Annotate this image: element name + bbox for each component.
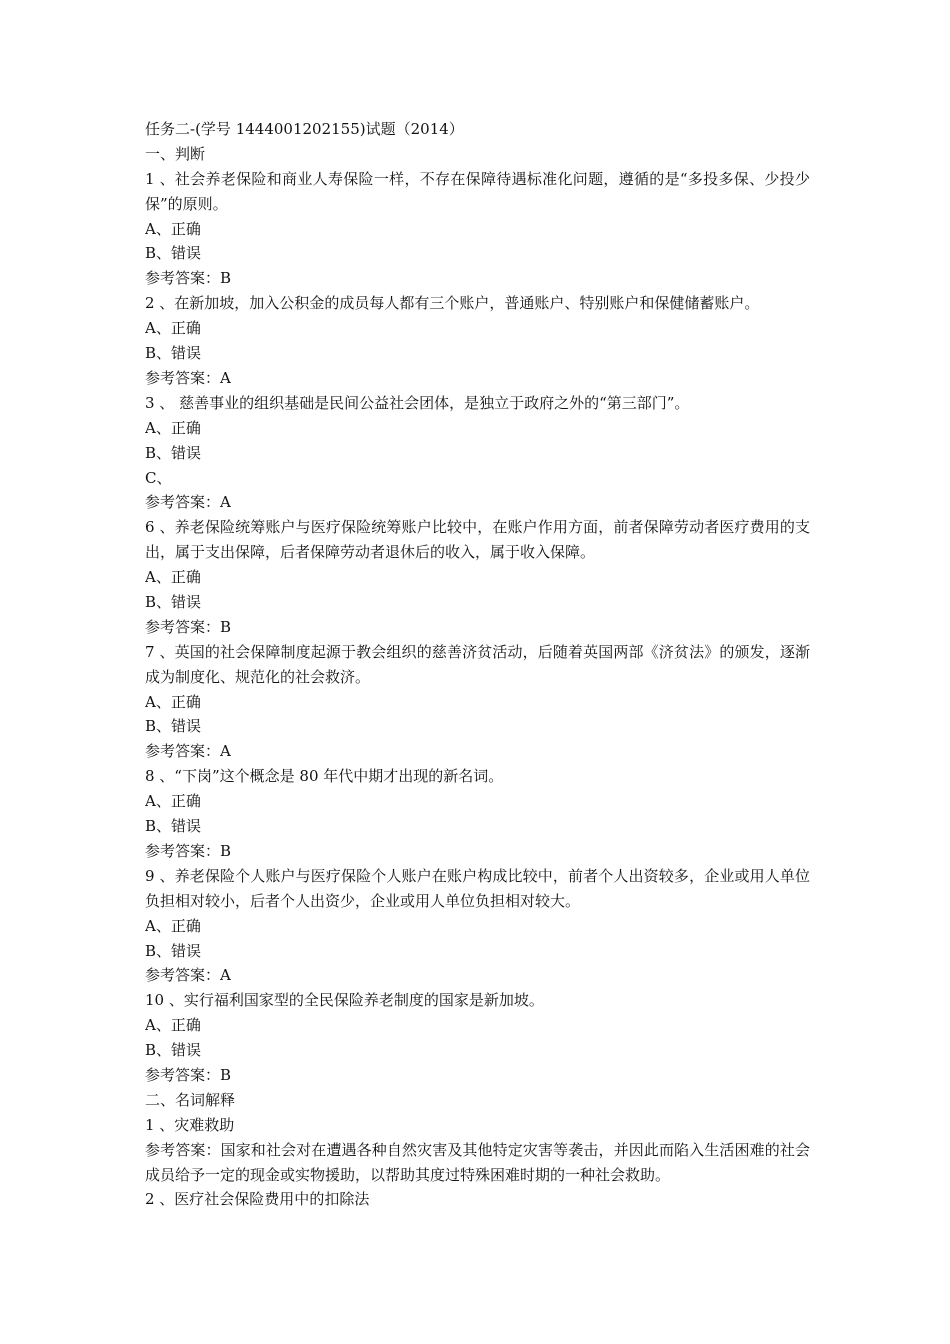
section-heading-terms: 二、名词解释	[145, 1090, 236, 1109]
reference-answer: 参考答案：B	[145, 269, 232, 288]
section-heading-judgement: 一、判断	[145, 144, 206, 163]
reference-answer: 参考答案：B	[145, 841, 232, 860]
reference-answer: 参考答案：A	[145, 966, 231, 985]
option-b: B、错误	[145, 941, 202, 960]
question-text: 10 、实行福利国家型的全民保险养老制度的国家是新加坡。	[145, 991, 544, 1010]
option-b: B、错误	[145, 244, 202, 263]
option-a: A、正确	[145, 916, 201, 935]
term-text: 1 、灾难救助	[145, 1115, 235, 1134]
reference-answer: 参考答案：A	[145, 742, 231, 761]
term-text: 2 、医疗社会保险费用中的扣除法	[145, 1190, 370, 1209]
question-text: 8 、“下岗”这个概念是 80 年代中期才出现的新名词。	[145, 767, 504, 786]
option-a: A、正确	[145, 219, 201, 238]
reference-answer: 参考答案：A	[145, 368, 231, 387]
option-b: B、错误	[145, 817, 202, 836]
option-b: B、错误	[145, 344, 202, 363]
option-b: B、错误	[145, 1041, 202, 1060]
reference-answer: 参考答案：B	[145, 617, 232, 636]
option-a: A、正确	[145, 1016, 201, 1035]
question-text: 9 、养老保险个人账户与医疗保险个人账户在账户构成比较中，前者个人出资较多，企业或用人单位负担相对较小，后者个人出资少，企业或用人单位负担相对较大。	[145, 866, 810, 910]
document-page	[145, 117, 810, 1212]
question-text: 2 、在新加坡，加入公积金的成员每人都有三个账户，普通账户、特别账户和保健储蓄账户。	[145, 294, 760, 313]
question-text: 3 、 慈善事业的组织基础是民间公益社会团体，是独立于政府之外的“第三部门”。	[145, 393, 690, 412]
option-b: B、错误	[145, 717, 202, 736]
option-b: B、错误	[145, 592, 202, 611]
question-text: 1 、社会养老保险和商业人寿保险一样，不存在保障待遇标准化问题，遵循的是“多投多保、少投少保”的原则。	[145, 169, 810, 213]
option-a: A、正确	[145, 418, 201, 437]
option-a: A、正确	[145, 319, 201, 338]
option-a: A、正确	[145, 692, 201, 711]
reference-answer: 参考答案：A	[145, 493, 231, 512]
option-a: A、正确	[145, 568, 201, 587]
reference-answer: 参考答案：B	[145, 1065, 232, 1084]
option-b: B、错误	[145, 443, 202, 462]
question-text: 7 、英国的社会保障制度起源于教会组织的慈善济贫活动，后随着英国两部《济贫法》的颁发，逐渐成为制度化、规范化的社会救济。	[145, 642, 810, 686]
document-title: 任务二-(学号 1444001202155)试题（2014）	[145, 120, 464, 138]
option-c: C、	[145, 468, 172, 487]
question-text: 6 、养老保险统筹账户与医疗保险统筹账户比较中，在账户作用方面，前者保障劳动者医疗费用的支出，属于支出保障，后者保障劳动者退休后的收入，属于收入保障。	[145, 518, 810, 562]
option-a: A、正确	[145, 792, 201, 811]
term-answer: 参考答案：国家和社会对在遭遇各种自然灾害及其他特定灾害等袭击，并因此而陷入生活困难的社会成员给予一定的现金或实物援助，以帮助其度过特殊困难时期的一种社会救助。	[145, 1140, 810, 1184]
